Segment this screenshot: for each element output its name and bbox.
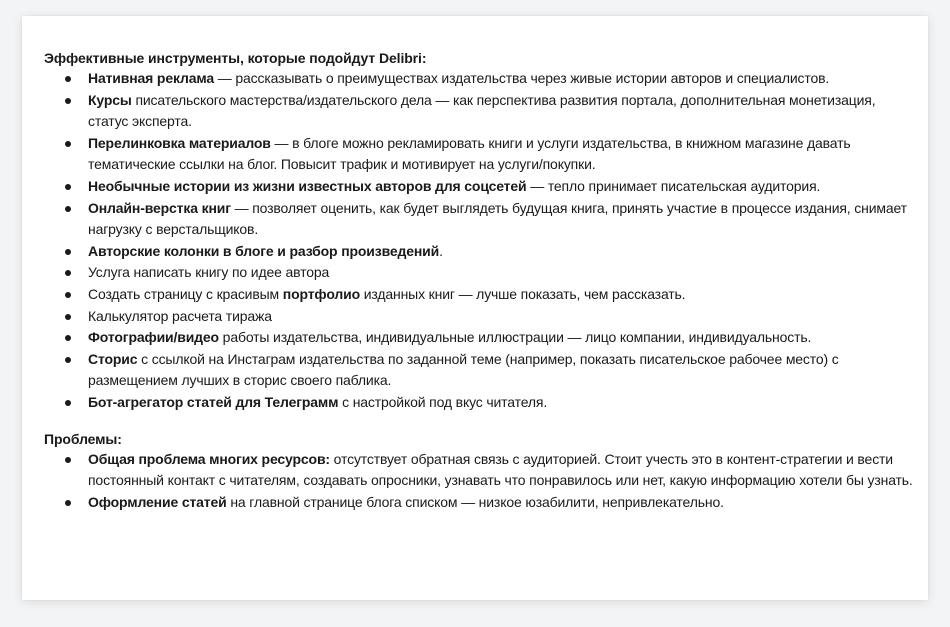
item-bold-text: Перелинковка материалов [88,134,271,151]
tools-heading: Эффективные инструменты, которые подойдут Delibri: [44,50,427,66]
item-bold-text: Нативная реклама [88,70,215,86]
document-card [22,16,928,600]
list-item [44,241,914,263]
list-item [44,133,914,176]
item-text: писательского мастерства/издательского дела — как перспектива развития портала, дополнительная монетизация, статус эксперта. [88,91,876,130]
bullet-icon [65,335,71,341]
list-item [44,262,914,284]
list-item [44,327,914,349]
item-text: на главной странице блога списком — низкое юзабилити, непривлекательно. [226,493,724,510]
list-item [44,492,914,514]
list-item [44,198,914,241]
bullet-icon [65,500,71,506]
item-text: работы издательства, индивидуальные иллюстрации — лицо компании, индивидуальность. [218,329,812,346]
bullet-icon [65,184,71,190]
bullet-icon [65,314,71,320]
item-bold-text: Фотографии/видео [88,329,219,346]
bullet-icon [65,457,71,463]
list-item [44,449,914,492]
item-bold-text: портфолио [282,285,360,302]
problems-heading: Проблемы: [44,430,122,447]
tools-list [44,68,914,414]
list-item [44,176,914,198]
list-item [44,68,914,90]
item-text: отсутствует обратная связь с аудиторией. Стоит учесть это в контент-стратегии и вести постоянный контакт с читателям, создавать опросники, узнавать что понравилось или нет, какую информацию хотели бы узнать. [88,450,913,489]
bullet-icon [65,76,71,82]
bullet-icon [65,98,71,104]
item-bold-text: Необычные истории из жизни известных авторов для соцсетей [88,177,527,194]
item-bold-text: Сторис [88,350,138,367]
list-item [44,349,914,392]
bullet-icon [65,270,71,276]
item-text: с настройкой под вкус читателя. [338,393,548,410]
bullet-icon [65,357,71,363]
list-item [44,306,914,328]
item-text: — позволяет оценить, как будет выглядеть будущая книга, принять участие в процессе издания, снимает нагрузку с верстальщиков. [88,199,907,238]
list-item [44,90,914,133]
problems-list [44,449,914,514]
list-item [44,392,914,414]
item-text: — рассказывать о преимуществах издательства через живые истории авторов и специалистов. [214,70,830,86]
item-bold-text: Оформление статей [88,493,227,510]
item-text: . [439,242,443,259]
item-bold-text: Бот-агрегатор статей для Телеграмм [88,393,339,410]
bullet-icon [65,400,71,406]
item-bold-text: Онлайн-верстка книг [88,199,231,216]
bullet-icon [65,292,71,298]
item-text: — тепло принимает писательская аудитория. [526,177,821,194]
item-text: с ссылкой на Инстаграм издательства по заданной теме (например, показать писательское рабочее место) с размещением лучших в сторис своего паблика. [88,350,839,389]
bullet-icon [65,141,71,147]
item-text: Создать страницу с красивым [88,285,283,302]
item-bold-text: Авторские колонки в блоге и разбор произведений [88,242,440,259]
item-text: изданных книг — лучше показать, чем рассказать. [359,285,686,302]
item-bold-text: Курсы [88,91,132,108]
item-bold-text: Общая проблема многих ресурсов: [88,450,330,467]
bullet-icon [65,249,71,255]
item-text: Калькулятор расчета тиража [88,307,272,324]
list-item [44,284,914,306]
bullet-icon [65,206,71,212]
item-text: Услуга написать книгу по идее автора [88,264,330,281]
item-text: — в блоге можно рекламировать книги и услуги издательства, в книжном магазине давать тематические ссылки на блог. Повысит трафик и мотивирует на услуги/покупки. [88,134,851,173]
